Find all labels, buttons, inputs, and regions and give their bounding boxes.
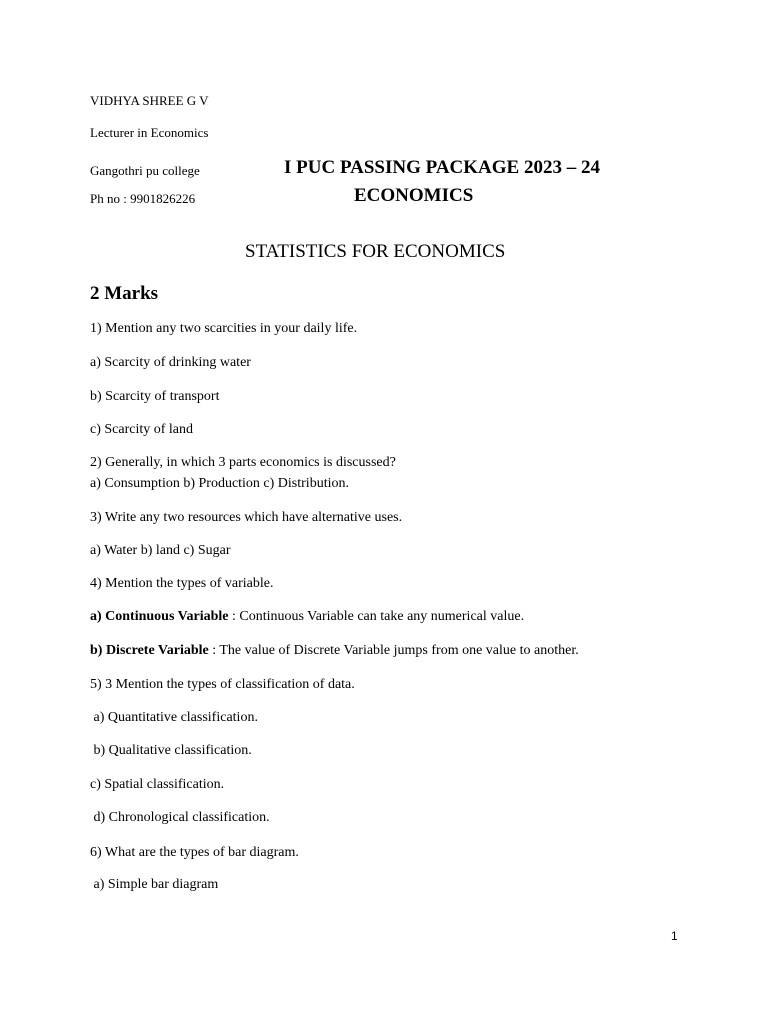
answer-5b: b) Qualitative classification. [90,743,252,758]
document-subtitle: ECONOMICS [354,185,474,206]
answer-4a [90,609,524,625]
question-3: 3) Write any two resources which have alternative uses. [90,510,403,525]
author-name: VIDHYA SHREE G V [90,93,209,108]
answer-5c: c) Spatial classification. [90,777,225,792]
answer-4b [90,643,579,659]
answer-4a-text: : Continuous Variable can take any numerical value. [228,609,525,624]
section-heading: 2 Marks [90,283,159,304]
answer-1c: c) Scarcity of land [90,422,194,437]
answer-4b-term: b) Discrete Variable [90,643,209,658]
answer-5a: a) Quantitative classification. [90,710,258,725]
question-4: 4) Mention the types of variable. [90,576,274,591]
answer-4b-text: : The value of Discrete Variable jumps from one value to another. [208,643,579,658]
author-role: Lecturer in Economics [90,125,209,140]
question-2: 2) Generally, in which 3 parts economics is discussed? [90,455,396,470]
question-5: 5) 3 Mention the types of classification of data. [90,677,355,692]
answer-6a: a) Simple bar diagram [90,877,219,892]
answer-2: a) Consumption b) Production c) Distribution. [90,476,349,491]
question-1: 1) Mention any two scarcities in your daily life. [90,321,358,336]
author-college: Gangothri pu college [90,163,200,178]
answer-1b: b) Scarcity of transport [90,389,220,404]
author-phone: Ph no : 9901826226 [90,191,196,206]
answer-5d: d) Chronological classification. [90,810,270,825]
subject-heading: STATISTICS FOR ECONOMICS [245,241,506,262]
answer-1a: a) Scarcity of drinking water [90,355,251,370]
answer-4a-term: a) Continuous Variable [90,609,229,624]
question-6: 6) What are the types of bar diagram. [90,845,299,860]
answer-3: a) Water b) land c) Sugar [90,543,231,558]
page-number: 1 [671,929,678,943]
document-title: I PUC PASSING PACKAGE 2023 – 24 [284,157,600,178]
